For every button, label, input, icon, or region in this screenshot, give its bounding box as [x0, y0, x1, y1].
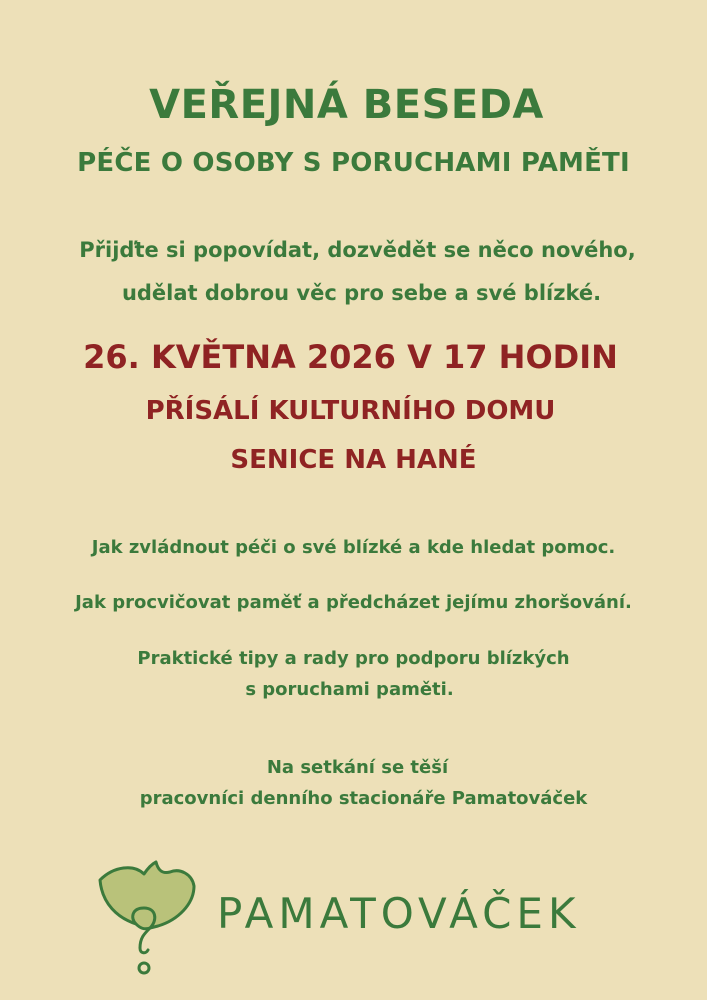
- event-place-line-1: PŘÍSÁLÍ KULTURNÍHO DOMU: [145, 396, 556, 426]
- invitation-line-2: udělat dobrou věc pro sebe a své blízké.: [121, 281, 602, 305]
- page-subtitle: PÉČE O OSOBY S PORUCHAMI PAMĚTI: [77, 148, 630, 178]
- invitation-line-1: Přijďte si popovídat, dozvědět se něco nového,: [79, 238, 636, 262]
- event-place-line-2: SENICE NA HANÉ: [230, 445, 477, 475]
- closing-line-2: pracovníci denního stacionáře Pamatováček: [139, 788, 588, 809]
- logo-text: PAMATOVÁČEK: [217, 889, 581, 938]
- event-date-time: 26. KVĚTNA 2026 V 17 HODIN: [83, 338, 618, 376]
- topic-3-line-2: s poruchami paměti.: [245, 679, 454, 700]
- topic-2: Jak procvičovat paměť a předcházet jejímu zhoršování.: [75, 592, 632, 613]
- topic-1: Jak zvládnout péči o své blízké a kde hledat pomoc.: [91, 537, 616, 558]
- page-title: VEŘEJNÁ BESEDA: [149, 82, 544, 128]
- topic-3-line-1: Praktické tipy a rady pro podporu blízkých: [137, 648, 570, 669]
- closing-line-1: Na setkání se těší: [266, 757, 449, 778]
- ginkgo-leaf-question-mark-icon: [92, 858, 200, 976]
